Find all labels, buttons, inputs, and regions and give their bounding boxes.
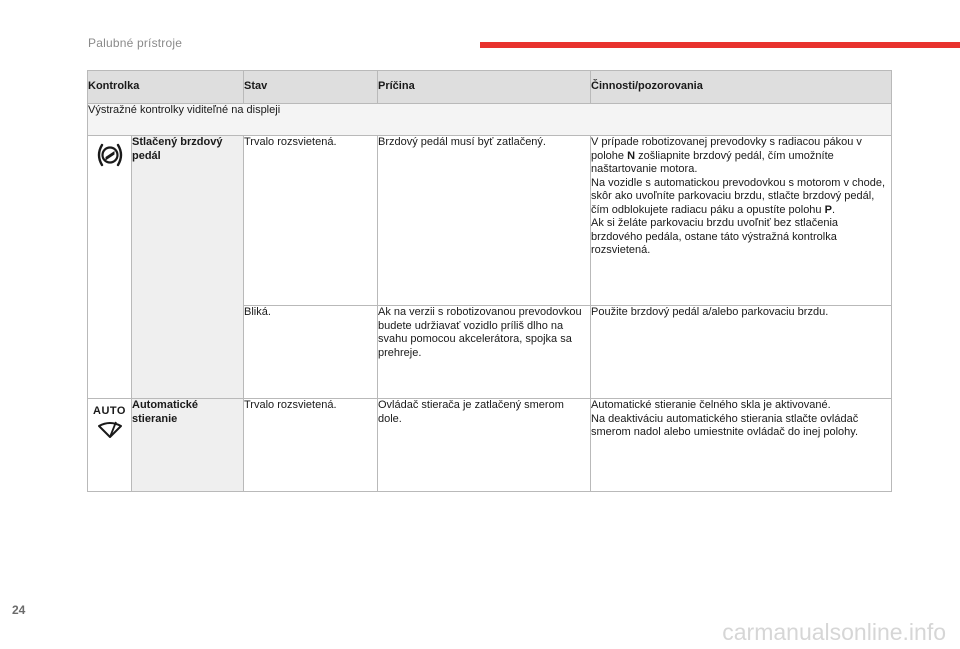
- indicator-table: [87, 70, 892, 492]
- column-header-actions: Činnosti/pozorovania: [591, 71, 892, 104]
- column-header-indicator: Kontrolka: [88, 71, 244, 104]
- section-row: [88, 104, 892, 136]
- brake-icon-cell: [88, 136, 132, 399]
- brake-actions-steady: [591, 136, 892, 306]
- table-header-row: [88, 71, 892, 104]
- table-row: [88, 136, 892, 306]
- section-row-label: Výstražné kontrolky viditeľné na displeji: [88, 104, 892, 136]
- wiper-icon-cell: [88, 399, 132, 492]
- brake-actions-paragraph: V prípade robotizovanej prevodovky s radiacou pákou v polohe N zošliapnite brzdový pedál, čím umožníte naštartovanie motora.: [591, 136, 862, 175]
- brake-state-flashing: Bliká.: [244, 306, 378, 399]
- wiper-actions-paragraph: Automatické stieranie čelného skla je aktivované.: [591, 399, 831, 411]
- column-header-state: Stav: [244, 71, 378, 104]
- wiper-indicator-name: Automatické stieranie: [132, 399, 244, 492]
- page-number: 24: [12, 603, 26, 617]
- watermark: carmanualsonline.info: [722, 619, 946, 645]
- wiper-actions: [591, 399, 892, 492]
- brake-state-steady: Trvalo rozsvietená.: [244, 136, 378, 306]
- section-title: Palubné prístroje: [88, 36, 183, 50]
- brake-actions-paragraph: Ak si želáte parkovaciu brzdu uvoľniť bez stlačenia brzdového pedála, ostane táto výstražná kontrolka rozsvietená.: [591, 217, 839, 256]
- brake-indicator-name: Stlačený brzdový pedál: [132, 136, 244, 399]
- wiper-actions-paragraph: Na deaktiváciu automatického stierania stlačte ovládač smerom nadol alebo umiestnite ovládač do inej polohy.: [591, 412, 859, 438]
- column-header-cause: Príčina: [378, 71, 591, 104]
- brake-cause-steady: Brzdový pedál musí byť zatlačený.: [378, 136, 591, 306]
- wiper-cause: Ovládač stierača je zatlačený smerom dole.: [378, 399, 591, 492]
- wiper-state: Trvalo rozsvietená.: [244, 399, 378, 492]
- accent-bar: [480, 42, 960, 48]
- brake-cause-flashing: Ak na verzii s robotizovanou prevodovkou budete udržiavať vozidlo príliš dlho na svahu pomocou akcelerátora, spojka sa prehreje.: [378, 306, 591, 399]
- brake-actions-flashing: Použite brzdový pedál a/alebo parkovaciu brzdu.: [591, 306, 892, 399]
- auto-label: AUTO: [93, 405, 126, 417]
- brake-pedal-icon: [95, 142, 125, 168]
- auto-wiper-icon: [96, 417, 124, 439]
- table-row: [88, 399, 892, 492]
- brake-actions-paragraph: Na vozidle s automatickou prevodovkou s motorom v chode, skôr ako uvoľníte parkovaciu brzdu, stlačte brzdový pedál, čím odblokujete radiacu páku a opustíte polohu P.: [591, 176, 886, 216]
